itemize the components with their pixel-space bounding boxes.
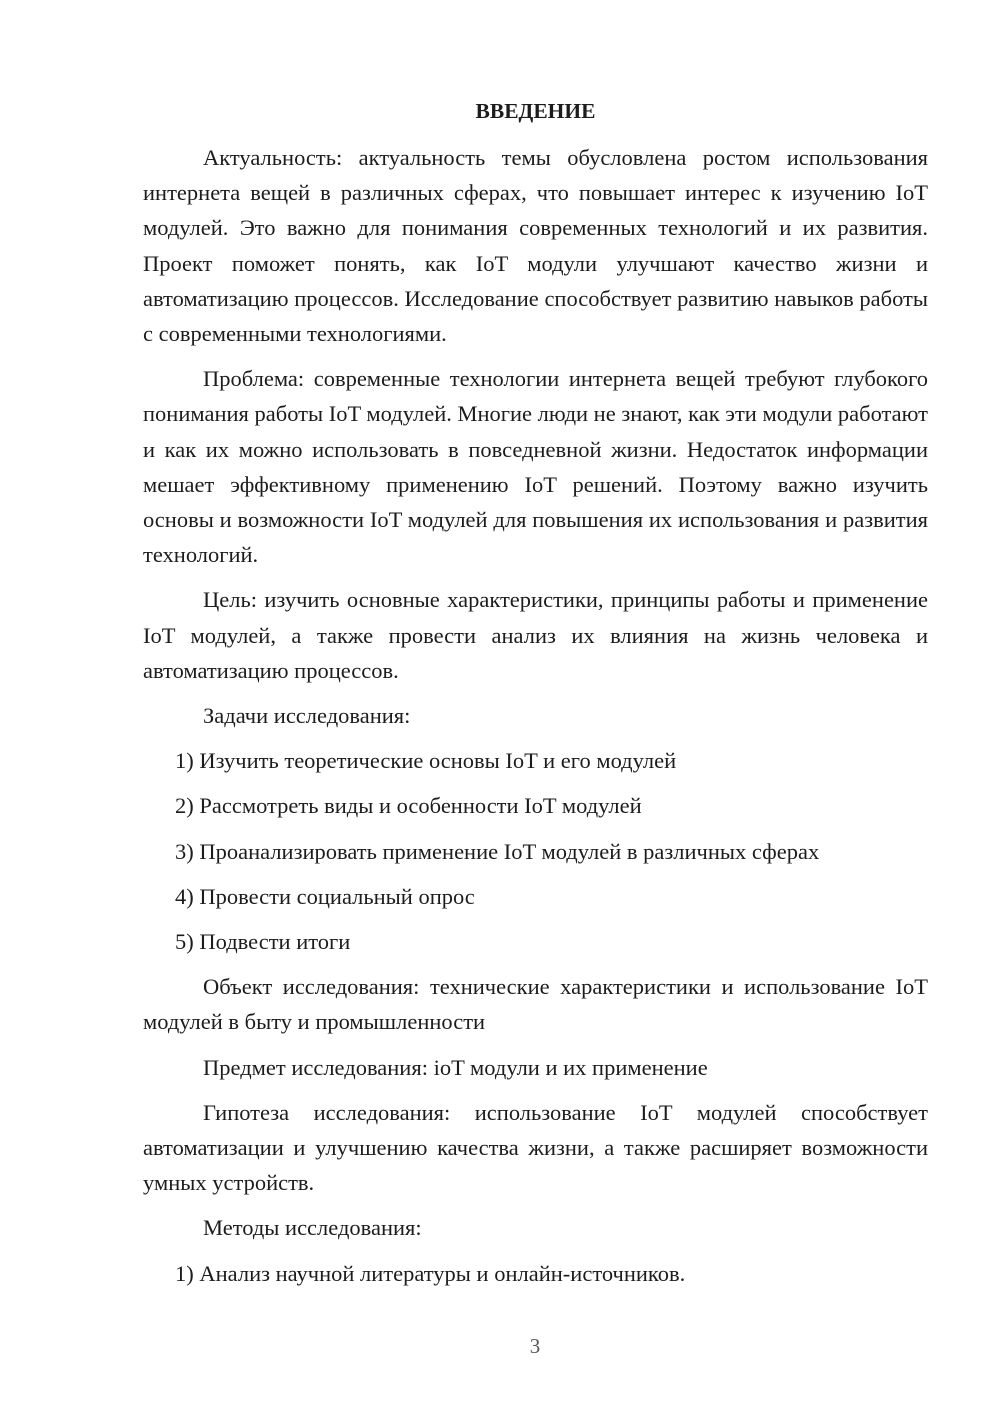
tasks-list bbox=[143, 743, 928, 959]
methods-label: Методы исследования: bbox=[203, 1215, 422, 1241]
list-item: 5) Подвести итоги bbox=[175, 929, 351, 955]
hypothesis-paragraph: Гипотеза исследования: использование IoT модулей способствует автоматизации и улучшению качества жизни, а также расширяет возможности умных устройств. bbox=[143, 1099, 928, 1196]
subject-paragraph: Предмет исследования: ioT модули и их применение bbox=[203, 1054, 708, 1080]
tasks-label: Задачи исследования: bbox=[203, 703, 411, 729]
document-page bbox=[143, 96, 928, 1301]
problem-paragraph: Проблема: современные технологии интернета вещей требуют глубокого понимания работы IoT модулей. Многие люди не знают, как эти модули работают и как их можно использовать в повседневной жизни. Недостаток информации мешает эффективному применению IoT решений. Поэтому важно изучить основы и возможности IoT модулей для повышения их использования и развития технологий. bbox=[143, 366, 928, 568]
section-heading: ВВЕДЕНИЕ bbox=[475, 99, 596, 123]
list-item: 3) Проанализировать применение IoT модулей в различных сферах bbox=[175, 838, 820, 864]
goal-paragraph: Цель: изучить основные характеристики, принципы работы и применение IoT модулей, а также провести анализ их влияния на жизнь человека и автоматизацию процессов. bbox=[143, 587, 928, 683]
list-item: 1) Анализ научной литературы и онлайн-источников. bbox=[175, 1260, 686, 1286]
list-item: 1) Изучить теоретические основы IoT и его модулей bbox=[175, 748, 677, 774]
methods-list bbox=[143, 1256, 928, 1291]
relevance-paragraph: Актуальность: актуальность темы обусловлена ростом использования интернета вещей в различных сферах, что повышает интерес к изучению IoT модулей. Это важно для понимания современных технологий и их развития. Проект поможет понять, как IoT модули улучшают качество жизни и автоматизацию процессов. Исследование способствует развитию навыков работы с современными технологиями. bbox=[143, 145, 928, 347]
list-item: 4) Провести социальный опрос bbox=[175, 883, 475, 909]
page-number: 3 bbox=[529, 1334, 541, 1358]
list-item: 2) Рассмотреть виды и особенности IoT модулей bbox=[175, 793, 642, 819]
object-paragraph: Объект исследования: технические характеристики и использование IoT модулей в быту и промышленности bbox=[143, 974, 928, 1035]
